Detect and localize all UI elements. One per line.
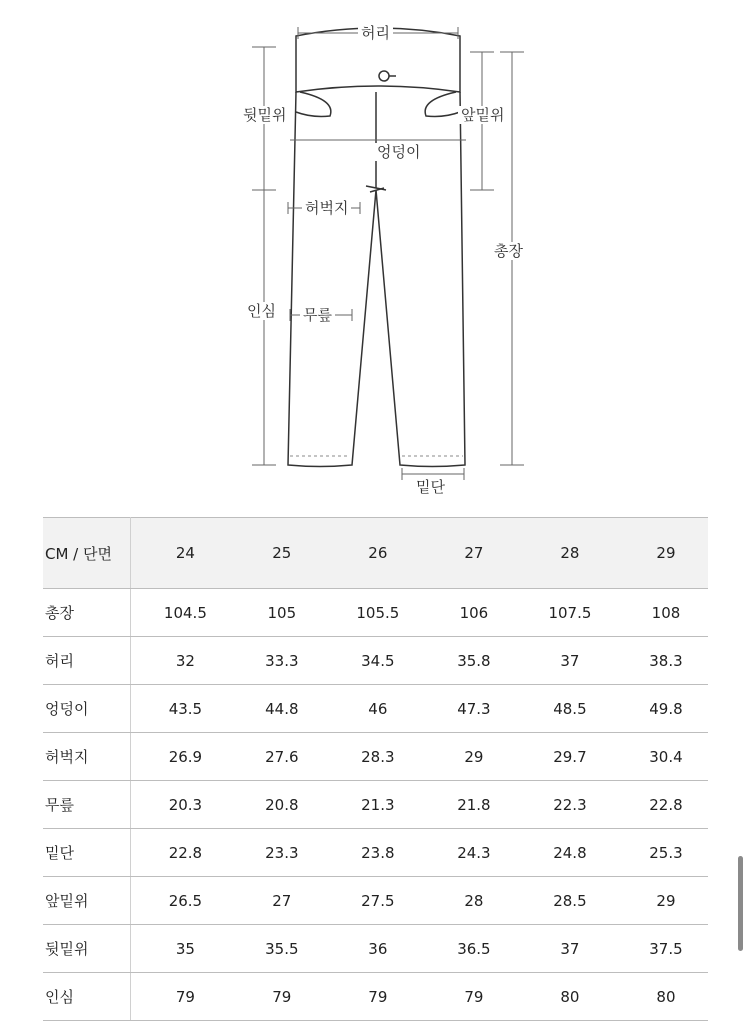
pants-measurement-diagram — [0, 0, 750, 510]
table-cell: 26.9 — [131, 733, 240, 781]
hem-label: 밑단 — [413, 478, 448, 496]
table-cell: 32 — [131, 637, 240, 685]
thigh-label: 허벅지 — [302, 199, 351, 217]
table-row — [43, 877, 708, 925]
table-header-row — [43, 518, 708, 589]
table-row — [43, 589, 708, 637]
size-header: 28 — [516, 518, 624, 589]
table-cell: 21.3 — [324, 781, 432, 829]
table-row — [43, 781, 708, 829]
table-cell: 26.5 — [131, 877, 240, 925]
table-cell: 22.8 — [131, 829, 240, 877]
inseam-label: 인심 — [244, 302, 279, 320]
table-cell: 23.3 — [240, 829, 324, 877]
row-label: 밑단 — [43, 829, 131, 877]
table-cell: 105 — [240, 589, 324, 637]
row-label: 인심 — [43, 973, 131, 1021]
row-label: 뒷밑위 — [43, 925, 131, 973]
table-cell: 38.3 — [624, 637, 708, 685]
size-header: 27 — [432, 518, 516, 589]
row-label: 허벅지 — [43, 733, 131, 781]
table-cell: 104.5 — [131, 589, 240, 637]
table-cell: 35 — [131, 925, 240, 973]
front-rise-label: 앞밑위 — [458, 106, 507, 124]
table-cell: 30.4 — [624, 733, 708, 781]
table-cell: 34.5 — [324, 637, 432, 685]
table-cell: 44.8 — [240, 685, 324, 733]
table-cell: 80 — [516, 973, 624, 1021]
table-cell: 36.5 — [432, 925, 516, 973]
table-cell: 24.3 — [432, 829, 516, 877]
table-cell: 80 — [624, 973, 708, 1021]
table-row — [43, 829, 708, 877]
vertical-scrollbar[interactable] — [738, 856, 743, 951]
table-cell: 27 — [240, 877, 324, 925]
table-cell: 22.3 — [516, 781, 624, 829]
table-row — [43, 925, 708, 973]
table-cell: 20.3 — [131, 781, 240, 829]
table-cell: 37.5 — [624, 925, 708, 973]
table-cell: 35.5 — [240, 925, 324, 973]
table-cell: 105.5 — [324, 589, 432, 637]
table-cell: 48.5 — [516, 685, 624, 733]
table-cell: 46 — [324, 685, 432, 733]
table-cell: 36 — [324, 925, 432, 973]
pants-illustration — [0, 0, 750, 510]
table-cell: 22.8 — [624, 781, 708, 829]
table-cell: 43.5 — [131, 685, 240, 733]
table-cell: 23.8 — [324, 829, 432, 877]
row-label: 총장 — [43, 589, 131, 637]
table-cell: 20.8 — [240, 781, 324, 829]
back-rise-label: 뒷밑위 — [240, 106, 289, 124]
table-cell: 28 — [432, 877, 516, 925]
table-row — [43, 685, 708, 733]
table-cell: 79 — [432, 973, 516, 1021]
row-label: 엉덩이 — [43, 685, 131, 733]
table-cell: 27.5 — [324, 877, 432, 925]
size-header: 25 — [240, 518, 324, 589]
row-label: 무릎 — [43, 781, 131, 829]
size-header: 29 — [624, 518, 708, 589]
table-cell: 37 — [516, 925, 624, 973]
table-cell: 108 — [624, 589, 708, 637]
hip-label: 엉덩이 — [374, 143, 423, 161]
table-cell: 29 — [432, 733, 516, 781]
table-cell: 79 — [131, 973, 240, 1021]
size-header: 24 — [131, 518, 240, 589]
table-row — [43, 733, 708, 781]
table-cell: 47.3 — [432, 685, 516, 733]
size-header: 26 — [324, 518, 432, 589]
table-cell: 29 — [624, 877, 708, 925]
table-cell: 29.7 — [516, 733, 624, 781]
row-label: 앞밑위 — [43, 877, 131, 925]
knee-label: 무릎 — [300, 306, 335, 324]
total-length-label: 총장 — [491, 242, 526, 260]
table-cell: 28.5 — [516, 877, 624, 925]
table-cell: 106 — [432, 589, 516, 637]
table-cell: 107.5 — [516, 589, 624, 637]
table-cell: 49.8 — [624, 685, 708, 733]
corner-header: CM / 단면 — [43, 518, 131, 589]
table-cell: 25.3 — [624, 829, 708, 877]
table-cell: 79 — [324, 973, 432, 1021]
table-cell: 24.8 — [516, 829, 624, 877]
table-row — [43, 973, 708, 1021]
table-cell: 28.3 — [324, 733, 432, 781]
table-cell: 21.8 — [432, 781, 516, 829]
row-label: 허리 — [43, 637, 131, 685]
table-cell: 37 — [516, 637, 624, 685]
table-cell: 27.6 — [240, 733, 324, 781]
table-cell: 33.3 — [240, 637, 324, 685]
table-row — [43, 637, 708, 685]
table-cell: 79 — [240, 973, 324, 1021]
size-chart-table — [43, 517, 708, 1021]
waist-label: 허리 — [358, 24, 393, 42]
table-cell: 35.8 — [432, 637, 516, 685]
